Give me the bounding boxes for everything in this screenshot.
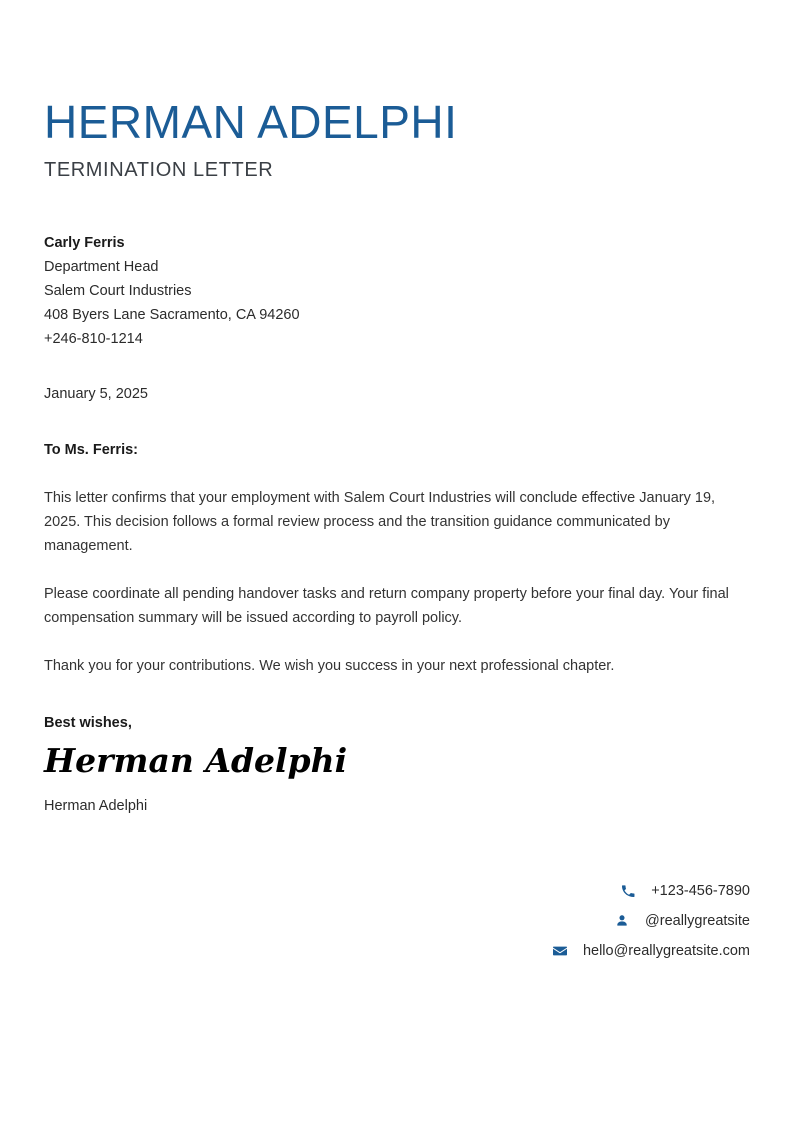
document-subtitle: TERMINATION LETTER	[44, 159, 274, 181]
letterhead	[44, 96, 744, 183]
recipient-phone: +246-810-1214	[44, 331, 143, 347]
recipient-block	[44, 231, 544, 351]
contact-row-phone	[619, 878, 750, 903]
person-icon	[613, 912, 631, 930]
contact-row-handle	[613, 908, 750, 933]
contact-value-phone: +123-456-7890	[651, 882, 750, 899]
contact-footer	[551, 878, 750, 963]
recipient-company: Salem Court Industries	[44, 283, 192, 299]
contact-value-email: hello@reallygreatsite.com	[582, 942, 750, 959]
body-paragraph: Please coordinate all pending handover tasks and return company property before your final day. Your final compensation summary will be issued according to payroll policy.	[44, 586, 729, 626]
closing-line: Best wishes,	[44, 715, 132, 731]
contact-row-email	[551, 938, 750, 963]
phone-icon	[619, 882, 637, 900]
recipient-job-title: Department Head	[44, 259, 159, 275]
letter-body	[44, 486, 750, 678]
recipient-name: Carly Ferris	[44, 235, 125, 251]
signature-script: Herman Adelphi	[44, 741, 348, 780]
body-paragraph: This letter confirms that your employment with Salem Court Industries will conclude effective January 19, 2025. This decision follows a formal review process and the transition guidance communicated by management.	[44, 490, 716, 554]
letter-date: January 5, 2025	[44, 386, 148, 402]
salutation: To Ms. Ferris:	[44, 442, 138, 458]
envelope-icon	[551, 942, 569, 960]
body-paragraph: Thank you for your contributions. We wish you success in your next professional chapter.	[44, 658, 615, 674]
page-title: HERMAN ADELPHI	[44, 96, 458, 148]
contact-value-handle: @reallygreatsite	[645, 912, 750, 929]
signature-printed-name: Herman Adelphi	[44, 798, 148, 814]
recipient-address: 408 Byers Lane Sacramento, CA 94260	[44, 307, 300, 323]
